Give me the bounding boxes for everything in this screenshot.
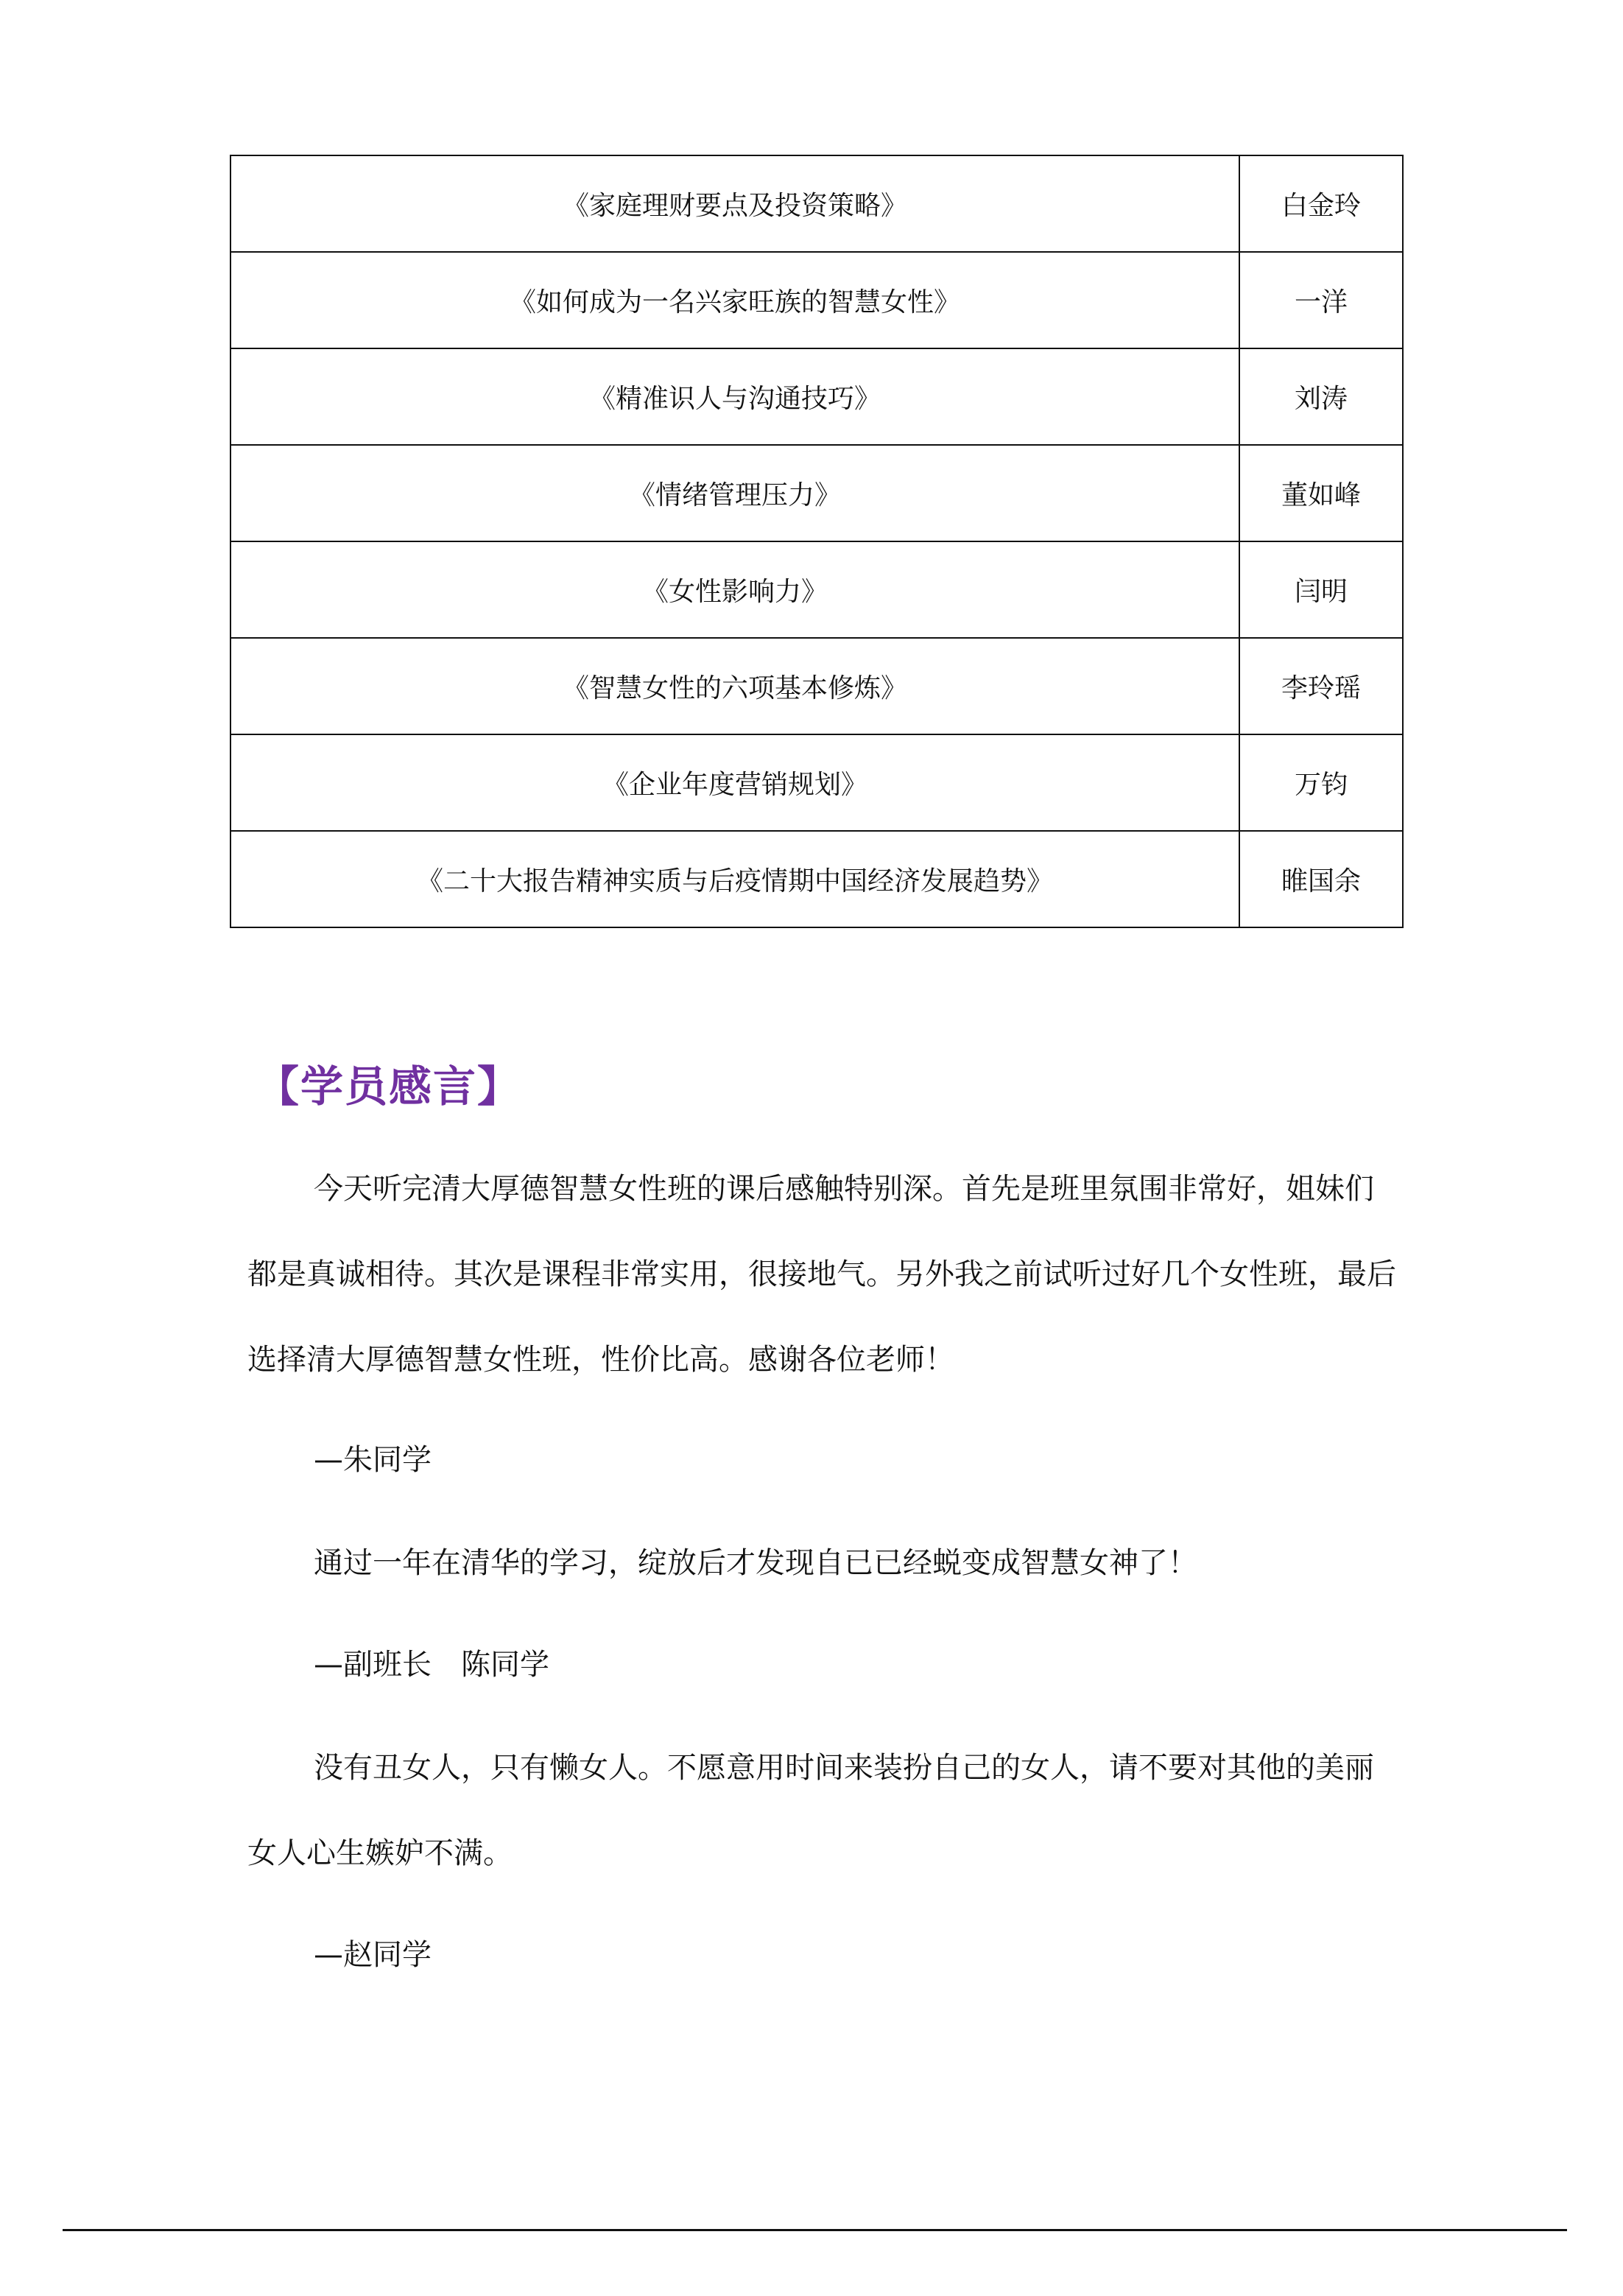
course-title: 《二十大报告精神实质与后疫情期中国经济发展趋势》: [230, 831, 1239, 927]
table-row: [230, 252, 1403, 348]
testimonial-text: 没有丑女人，只有懒女人。不愿意用时间来装扮自己的女人，请不要对其他的美丽女人心生嫉妒不满。: [247, 1751, 1374, 1870]
table-row: [230, 541, 1403, 638]
footer-divider: [63, 2229, 1567, 2231]
testimonial-author: —副班长 陈同学: [314, 1648, 549, 1682]
course-title: 《企业年度营销规划》: [230, 734, 1239, 831]
course-title: 《情绪管理压力》: [230, 445, 1239, 541]
testimonial-text: 今天听完清大厚德智慧女性班的课后感触特别深。首先是班里氛围非常好，姐妹们都是真诚相待。其次是课程非常实用，很接地气。另外我之前试听过好几个女性班，最后选择清大厚德智慧女性班，性价比高。感谢各位老师！: [247, 1172, 1396, 1377]
course-title: 《如何成为一名兴家旺族的智慧女性》: [230, 252, 1239, 348]
course-title: 《智慧女性的六项基本修炼》: [230, 638, 1239, 734]
course-teacher: 万钧: [1239, 734, 1403, 831]
table-row: [230, 734, 1403, 831]
table-row: [230, 348, 1403, 445]
testimonial-author: —赵同学: [314, 1938, 432, 1972]
course-teacher: 刘涛: [1239, 348, 1403, 445]
course-teacher: 睢国余: [1239, 831, 1403, 927]
course-table: [230, 155, 1404, 928]
testimonial-author: —朱同学: [314, 1443, 432, 1477]
table-row: [230, 155, 1403, 252]
course-title: 《家庭理财要点及投资策略》: [230, 155, 1239, 252]
course-teacher: 白金玲: [1239, 155, 1403, 252]
course-teacher: 董如峰: [1239, 445, 1403, 541]
testimonial-text: 通过一年在清华的学习，绽放后才发现自已已经蜕变成智慧女神了！: [314, 1546, 1197, 1580]
testimonials-heading: 【学员感言】: [256, 1061, 522, 1112]
course-title: 《精准识人与沟通技巧》: [230, 348, 1239, 445]
table-row: [230, 638, 1403, 734]
course-title: 《女性影响力》: [230, 541, 1239, 638]
table-row: [230, 831, 1403, 927]
course-teacher: 李玲瑶: [1239, 638, 1403, 734]
course-teacher: 一洋: [1239, 252, 1403, 348]
course-teacher: 闫明: [1239, 541, 1403, 638]
table-row: [230, 445, 1403, 541]
